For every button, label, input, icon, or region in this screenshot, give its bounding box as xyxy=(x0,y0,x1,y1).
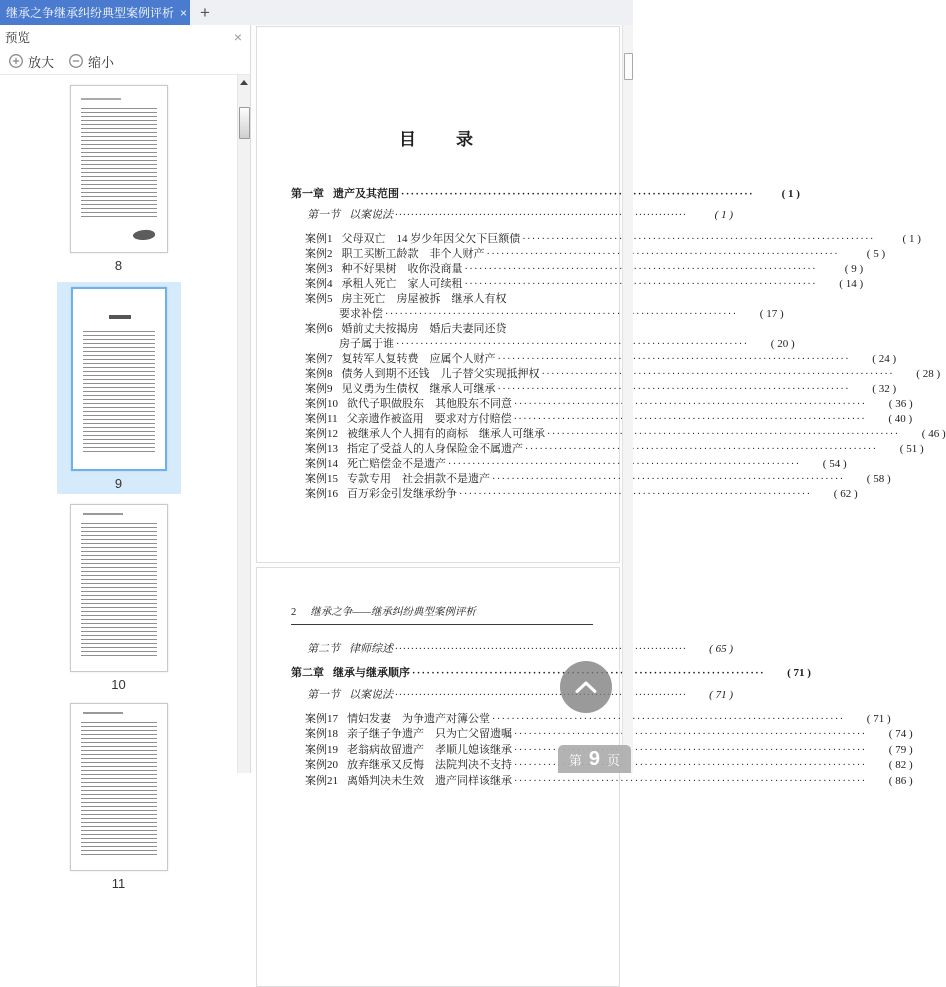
toc-entry-page-number: ( 51 ) xyxy=(899,443,924,455)
dotted-leader xyxy=(492,472,845,487)
toc-entry xyxy=(291,487,858,502)
toc-entry-page-number: ( 5 ) xyxy=(866,248,886,260)
toc-entry-label: 第一节 xyxy=(307,209,340,221)
toc-entry-label: 案例5 xyxy=(305,293,333,305)
toc-entry-text: 放弃继承又反悔 法院判决不支持 xyxy=(347,759,512,771)
toc-entry xyxy=(291,262,864,277)
toc-entry-page-number: ( 79 ) xyxy=(888,743,913,756)
toc-entry-label: 案例9 xyxy=(305,383,333,395)
tab-title: 继承之争继承纠纷典型案例评析 xyxy=(6,6,175,20)
thumbnail-page-image[interactable] xyxy=(71,287,167,471)
toc-entry-page-number: ( 62 ) xyxy=(833,488,858,500)
thumbnail-text-lines xyxy=(81,108,157,218)
preview-panel-title: 预览 xyxy=(5,30,31,45)
toc-entry-label: 第一节 xyxy=(307,689,340,701)
toc-entry-page-number: ( 32 ) xyxy=(872,383,897,395)
toc-entry-label: 案例14 xyxy=(305,458,338,470)
toc-entry-page-number: ( 1 ) xyxy=(902,233,921,245)
dotted-leader xyxy=(522,232,875,247)
toc-entry-text: 婚前丈夫按揭房 婚后夫妻同还贷 xyxy=(341,323,507,335)
toc-entry-label: 案例3 xyxy=(305,263,333,275)
zoom-in-icon xyxy=(8,53,24,69)
toc-entry xyxy=(291,397,913,412)
toc-entry-text: 房子属于谁 xyxy=(339,338,394,350)
zoom-in-button[interactable] xyxy=(8,52,54,71)
toc-entry-continuation xyxy=(291,307,784,322)
toc-entry xyxy=(291,666,811,682)
thumbnail-page-label: 10 xyxy=(111,677,126,692)
toc-entry-page-number: ( 58 ) xyxy=(866,473,891,485)
toc-entry-page-number: ( 9 ) xyxy=(844,263,864,275)
thumbnail-page-label: 9 xyxy=(114,476,123,491)
running-head-page-number: 2 xyxy=(291,607,297,618)
toc-entry-label: 案例17 xyxy=(305,712,338,725)
toc-entry-page-number: ( 40 ) xyxy=(888,413,913,425)
thumbnail-page-label: 11 xyxy=(111,876,126,891)
dotted-leader xyxy=(459,487,812,502)
toc-entry-label: 案例18 xyxy=(305,728,338,740)
document-scrollbar[interactable] xyxy=(622,25,633,773)
toc-entry-page-number: ( 36 ) xyxy=(888,398,913,410)
dotted-leader xyxy=(547,427,900,442)
dotted-leader xyxy=(514,397,867,412)
toc-entry-text: 专款专用 社会捐款不是遗产 xyxy=(347,473,490,485)
thumbnail-page-label: 8 xyxy=(114,258,123,273)
toc-entry-label: 案例2 xyxy=(305,248,333,260)
toc-entry xyxy=(291,232,921,247)
thumbnail-text-lines xyxy=(81,722,157,856)
toc-entry-text: 承租人死亡 家人可续租 xyxy=(341,278,463,290)
dotted-leader xyxy=(498,352,851,367)
thumbnail-page-image[interactable] xyxy=(70,504,168,672)
toc-entry-text: 指定了受益人的人身保险金不属遗产 xyxy=(347,443,523,455)
zoom-out-label: 缩小 xyxy=(88,54,115,70)
tab-close-icon[interactable]: × xyxy=(180,5,188,20)
toc-entry-text: 欲代子职做股东 其他股东不同意 xyxy=(347,398,512,410)
toc-entry-page-number: ( 1 ) xyxy=(714,209,733,221)
signature-mark xyxy=(132,229,155,242)
toc-entry-text: 复转军人复转费 应属个人财产 xyxy=(341,353,496,365)
toc-entry-page-number: ( 20 ) xyxy=(770,338,795,350)
toc-entry-text: 种不好果树 收你没商量 xyxy=(341,263,463,275)
toc-entry-label: 案例12 xyxy=(305,428,338,440)
browser-tab-bar xyxy=(0,0,633,26)
new-tab-button[interactable]: + xyxy=(200,2,210,22)
chevron-up-icon xyxy=(574,680,598,694)
toc-entry-page-number: ( 17 ) xyxy=(759,308,784,320)
toc-entry xyxy=(291,457,847,472)
toc-entry-label: 第二节 xyxy=(307,643,340,655)
toc-entry-text: 遗产及其范围 xyxy=(333,188,399,200)
dotted-leader xyxy=(465,277,818,292)
sidebar-scroll-up-button[interactable] xyxy=(238,75,250,90)
dotted-leader xyxy=(542,367,895,382)
dotted-leader xyxy=(514,412,867,427)
toc-list-page10 xyxy=(291,642,913,789)
toc-entry-label: 案例15 xyxy=(305,473,338,485)
sidebar-scrollbar-thumb[interactable] xyxy=(239,107,250,139)
thumbnail-text-lines xyxy=(83,331,155,455)
toc-entry-page-number: ( 71 ) xyxy=(709,689,733,701)
browser-tab-active[interactable] xyxy=(0,0,190,25)
thumbnail-page-image[interactable] xyxy=(70,703,168,871)
toc-title: 目 录 xyxy=(399,130,475,149)
toc-entry-page-number: ( 28 ) xyxy=(916,368,941,380)
toc-entry-page-number: ( 71 ) xyxy=(866,712,891,725)
thumbnail-text-lines xyxy=(81,523,157,657)
toc-entry-text: 律师综述 xyxy=(349,643,393,655)
running-head xyxy=(291,604,593,625)
zoom-in-label: 放大 xyxy=(28,54,55,70)
toc-entry-text: 死亡赔偿金不是遗产 xyxy=(347,458,446,470)
dotted-leader xyxy=(514,774,867,790)
toc-entry xyxy=(291,277,864,292)
page-indicator-prefix: 第 xyxy=(568,752,582,768)
preview-close-icon[interactable]: × xyxy=(233,28,242,45)
dotted-leader xyxy=(465,262,818,277)
toc-entry-label: 案例7 xyxy=(305,353,333,365)
page-indicator-number: 9 xyxy=(588,748,600,770)
toc-entry-label: 案例4 xyxy=(305,278,333,290)
toc-entry xyxy=(291,382,897,397)
back-to-top-button[interactable] xyxy=(560,661,612,713)
toc-entry-text: 百万彩金引发继承纷争 xyxy=(347,488,457,500)
toc-entry-page-number: ( 65 ) xyxy=(709,643,733,655)
toc-entry-page-number: ( 14 ) xyxy=(839,278,864,290)
page-thumbnail-11[interactable] xyxy=(70,703,168,892)
dotted-leader xyxy=(514,727,867,743)
toc-entry-page-number: ( 46 ) xyxy=(921,428,946,440)
zoom-out-button[interactable] xyxy=(68,52,114,71)
page-indicator-suffix: 页 xyxy=(606,752,620,768)
toc-entry xyxy=(291,712,891,728)
toc-entry-text: 父母双亡 14 岁少年因父欠下巨额债 xyxy=(341,233,521,245)
dotted-leader xyxy=(492,712,845,728)
toc-entry xyxy=(291,187,800,202)
preview-toolbar xyxy=(0,48,250,75)
thumbnail-page-image[interactable] xyxy=(70,85,168,253)
toc-entry-label: 案例1 xyxy=(305,233,333,245)
document-page-9 xyxy=(256,26,946,563)
toc-list-page9 xyxy=(291,187,946,502)
dotted-leader xyxy=(401,187,754,202)
toc-entry-label: 案例11 xyxy=(305,413,338,425)
document-scrollbar-thumb[interactable] xyxy=(624,53,633,80)
page-thumbnail-9[interactable] xyxy=(57,282,181,494)
toc-entry-page-number: ( 1 ) xyxy=(781,188,800,200)
dotted-leader xyxy=(395,642,687,658)
document-view xyxy=(251,25,946,787)
running-head-title: 继承之争——继承纠纷典型案例评析 xyxy=(310,607,476,618)
toc-entry-text: 情妇发妻 为争遗产对簿公堂 xyxy=(347,712,490,725)
toc-entry-label: 案例19 xyxy=(305,743,338,756)
toc-entry-text: 亲子继子争遗产 只为亡父留遗嘱 xyxy=(347,728,512,740)
toc-entry xyxy=(291,208,733,223)
toc-entry xyxy=(291,688,733,704)
toc-entry-text: 老翁病故留遗产 孝顺儿媳该继承 xyxy=(347,743,512,756)
toc-entry-label: 第一章 xyxy=(291,188,324,200)
toc-entry-page-number: ( 24 ) xyxy=(872,353,897,365)
toc-entry-label: 案例6 xyxy=(305,323,333,335)
document-page-10 xyxy=(256,567,913,987)
toc-entry-label: 第二章 xyxy=(291,666,324,679)
toc-entry xyxy=(291,642,733,658)
toc-entry xyxy=(291,292,597,307)
toc-entry xyxy=(291,743,913,759)
dotted-leader xyxy=(487,247,840,262)
dotted-leader xyxy=(395,208,687,223)
toc-entry-continuation xyxy=(291,337,795,352)
toc-entry-label: 案例20 xyxy=(305,759,338,771)
toc-entry xyxy=(291,247,886,262)
dotted-leader xyxy=(498,382,851,397)
toc-entry-text: 被继承人个人拥有的商标 继承人可继承 xyxy=(347,428,545,440)
sidebar-scrollbar[interactable] xyxy=(237,75,250,773)
dotted-leader xyxy=(395,688,687,704)
toc-entry xyxy=(291,727,913,743)
toc-entry-text: 要求补偿 xyxy=(339,308,383,320)
toc-entry-label: 案例13 xyxy=(305,443,338,455)
toc-entry-label: 案例21 xyxy=(305,774,338,787)
toc-entry-page-number: ( 74 ) xyxy=(888,728,913,740)
toc-entry xyxy=(291,412,913,427)
toc-entry xyxy=(291,472,891,487)
toc-entry xyxy=(291,758,913,774)
toc-entry-page-number: ( 71 ) xyxy=(787,666,811,679)
toc-entry xyxy=(291,774,913,790)
page-thumbnail-8[interactable] xyxy=(70,85,168,274)
toc-entry-page-number: ( 54 ) xyxy=(822,458,847,470)
toc-entry-page-number: ( 86 ) xyxy=(888,774,913,787)
zoom-out-icon xyxy=(68,53,84,69)
toc-entry-text: 职工买断工龄款 非个人财产 xyxy=(341,248,485,260)
triangle-up-icon xyxy=(240,80,248,85)
toc-entry-label: 案例16 xyxy=(305,488,338,500)
page-thumbnail-10[interactable] xyxy=(70,504,168,693)
toc-entry-text: 离婚判决未生效 遗产同样该继承 xyxy=(347,774,512,787)
toc-entry xyxy=(291,367,941,382)
toc-entry xyxy=(291,427,946,442)
preview-panel-header xyxy=(0,25,250,48)
toc-entry xyxy=(291,322,597,337)
dotted-leader xyxy=(396,337,749,352)
toc-entry-text: 继承与继承顺序 xyxy=(333,666,410,679)
thumbnail-list xyxy=(0,75,237,892)
toc-entry xyxy=(291,442,924,457)
toc-entry-label: 案例8 xyxy=(305,368,333,380)
thumbnail-sidebar xyxy=(0,75,250,891)
toc-entry-text: 以案说法 xyxy=(349,689,393,701)
dotted-leader xyxy=(525,442,878,457)
toc-entry-page-number: ( 82 ) xyxy=(888,759,913,771)
toc-entry xyxy=(291,352,897,367)
toc-entry-label: 案例10 xyxy=(305,398,338,410)
toc-entry-text: 父亲遗作被盗用 要求对方付赔偿 xyxy=(346,413,512,425)
toc-entry-text: 见义勇为生债权 继承人可继承 xyxy=(341,383,496,395)
page-indicator xyxy=(558,745,631,773)
dotted-leader xyxy=(385,307,738,322)
toc-entry-text: 以案说法 xyxy=(349,209,393,221)
toc-entry-text: 房主死亡 房屋被拆 继承人有权 xyxy=(341,293,507,305)
toc-entry-text: 债务人到期不还钱 儿子替父实现抵押权 xyxy=(341,368,540,380)
